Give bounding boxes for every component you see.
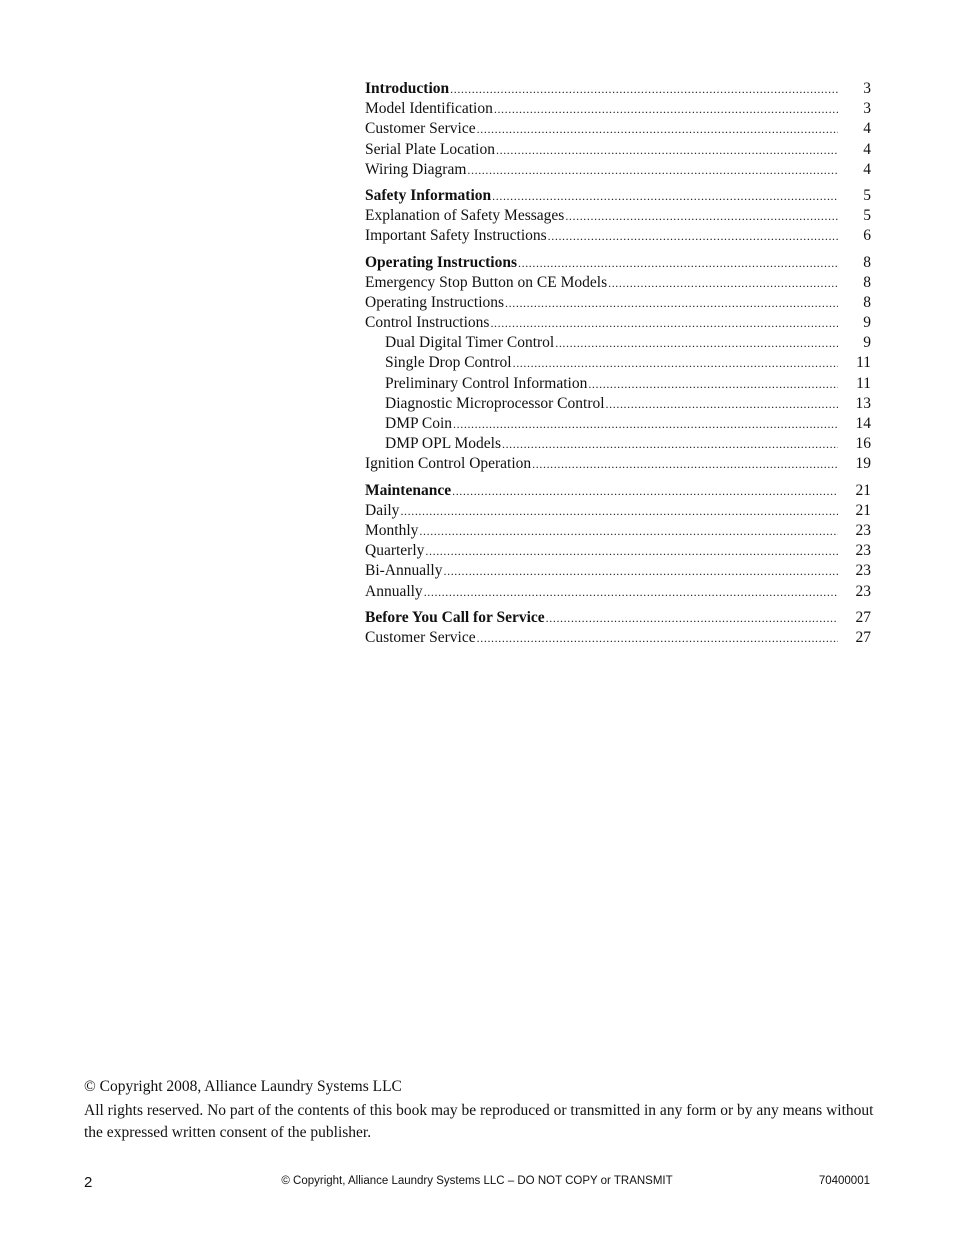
toc-entry-title: Customer Service xyxy=(365,120,476,138)
toc-entry-page: 9 xyxy=(863,334,871,352)
toc-entry-page: 3 xyxy=(863,100,871,118)
toc-entry[interactable] xyxy=(365,253,871,273)
toc-entry-page: 3 xyxy=(863,80,871,97)
toc-entry-title: DMP Coin xyxy=(385,415,453,432)
toc-entry[interactable] xyxy=(365,434,871,454)
toc-entry-page: 23 xyxy=(855,542,871,560)
toc-entry-page: 21 xyxy=(855,501,871,519)
dot-leader xyxy=(555,333,838,353)
toc-entry-title: Wiring Diagram xyxy=(365,160,467,178)
toc-entry-title: Single Drop Control xyxy=(385,354,512,372)
toc-entry-page: 23 xyxy=(855,521,871,539)
toc-entry-page: 23 xyxy=(855,582,871,600)
toc-section-operating xyxy=(365,253,871,475)
toc-entry-title: Annually xyxy=(365,582,423,600)
toc-entry-page: 27 xyxy=(855,608,871,626)
toc-entry-page: 14 xyxy=(855,415,871,432)
dot-leader xyxy=(490,313,838,333)
toc-entry-title: Monthly xyxy=(365,521,419,539)
toc-section-introduction xyxy=(365,79,871,180)
toc-entry[interactable] xyxy=(365,333,871,353)
dot-leader xyxy=(419,521,838,541)
toc-entry[interactable] xyxy=(365,454,871,474)
toc-entry-page: 27 xyxy=(855,628,871,646)
toc-entry[interactable] xyxy=(365,226,871,246)
toc-entry-page: 4 xyxy=(863,120,871,138)
toc-entry-page: 16 xyxy=(855,435,871,453)
toc-entry-title: Bi-Annually xyxy=(365,562,443,580)
toc-entry-title: Dual Digital Timer Control xyxy=(385,334,555,352)
toc-entry-page: 9 xyxy=(863,314,871,332)
toc-entry-title: DMP OPL Models xyxy=(385,435,501,453)
toc-section-service xyxy=(365,608,871,648)
dot-leader xyxy=(477,119,838,139)
toc-entry[interactable] xyxy=(365,394,871,414)
dot-leader xyxy=(606,394,838,414)
toc-entry[interactable] xyxy=(365,273,871,293)
page-number: 2 xyxy=(84,1174,93,1191)
toc-entry-title: Model Identification xyxy=(365,100,493,118)
dot-leader xyxy=(452,481,838,501)
toc-entry-title: Safety Information xyxy=(365,186,492,204)
rights-statement: All rights reserved. No part of the contents of this book may be reproduced or transmitted in any form or by any means without the expressed written consent of the publisher. xyxy=(84,1102,874,1141)
dot-leader xyxy=(588,374,838,394)
dot-leader xyxy=(444,561,839,581)
toc-entry-page: 8 xyxy=(863,273,871,291)
dot-leader xyxy=(494,99,838,119)
toc-entry[interactable] xyxy=(365,582,871,602)
footer-notice: © Copyright, Alliance Laundry Systems LLC – DO NOT COPY or TRANSMIT xyxy=(281,1175,673,1187)
dot-leader xyxy=(502,434,838,454)
toc-entry[interactable] xyxy=(365,186,871,206)
toc-entry-page: 4 xyxy=(863,160,871,178)
toc-entry-title: Daily xyxy=(365,501,400,519)
toc-entry[interactable] xyxy=(365,541,871,561)
page-footer xyxy=(84,1172,870,1192)
toc-entry-title: Introduction xyxy=(365,80,450,97)
toc-entry[interactable] xyxy=(365,293,871,313)
toc-entry-title: Operating Instructions xyxy=(365,253,517,271)
toc-entry-page: 21 xyxy=(855,481,871,499)
toc-entry-title: Operating Instructions xyxy=(365,293,505,311)
toc-entry[interactable] xyxy=(365,521,871,541)
copyright-notice xyxy=(84,1076,874,1144)
toc-entry-title: Ignition Control Operation xyxy=(365,455,532,473)
toc-entry-title: Explanation of Safety Messages xyxy=(365,207,565,225)
toc-entry-title: Emergency Stop Button on CE Models xyxy=(365,273,608,291)
dot-leader xyxy=(425,541,838,561)
toc-entry[interactable] xyxy=(365,608,871,628)
toc-entry[interactable] xyxy=(365,481,871,501)
dot-leader xyxy=(513,353,838,373)
toc-entry[interactable] xyxy=(365,353,871,373)
dot-leader xyxy=(546,608,838,628)
toc-entry-page: 6 xyxy=(863,227,871,245)
dot-leader xyxy=(608,273,838,293)
toc-entry[interactable] xyxy=(365,374,871,394)
dot-leader xyxy=(477,628,838,648)
toc-entry[interactable] xyxy=(365,206,871,226)
toc-section-maintenance xyxy=(365,481,871,602)
dot-leader xyxy=(453,414,838,434)
toc-entry-title: Customer Service xyxy=(365,628,476,646)
toc-entry-title: Important Safety Instructions xyxy=(365,227,547,245)
document-number: 70400001 xyxy=(818,1175,870,1187)
dot-leader xyxy=(496,140,838,160)
dot-leader xyxy=(467,160,838,180)
toc-section-safety xyxy=(365,186,871,247)
dot-leader xyxy=(424,582,838,602)
toc-entry-title: Diagnostic Microprocessor Control xyxy=(385,394,605,412)
toc-entry-page: 11 xyxy=(856,374,871,392)
toc-entry-title: Serial Plate Location xyxy=(365,140,495,158)
toc-entry[interactable] xyxy=(365,140,871,160)
toc-entry[interactable] xyxy=(365,160,871,180)
toc-entry-page: 8 xyxy=(863,293,871,311)
toc-entry-title: Quarterly xyxy=(365,542,425,560)
dot-leader xyxy=(532,454,838,474)
toc-entry-page: 5 xyxy=(863,186,871,204)
toc-entry-page: 19 xyxy=(855,455,871,473)
toc-entry-title: Control Instructions xyxy=(365,314,490,332)
toc-entry[interactable] xyxy=(365,561,871,581)
toc-entry-title: Preliminary Control Information xyxy=(385,374,588,392)
dot-leader xyxy=(450,79,838,99)
dot-leader xyxy=(492,186,838,206)
toc-entry[interactable] xyxy=(365,119,871,139)
toc-entry-page: 8 xyxy=(863,253,871,271)
toc-entry[interactable] xyxy=(365,99,871,119)
toc-entry-page: 4 xyxy=(863,140,871,158)
toc-entry-title: Before You Call for Service xyxy=(365,608,545,626)
toc-entry[interactable] xyxy=(365,501,871,521)
dot-leader xyxy=(505,293,838,313)
toc-entry[interactable] xyxy=(365,313,871,333)
dot-leader xyxy=(400,501,838,521)
toc-entry-page: 23 xyxy=(855,562,871,580)
toc-entry-page: 11 xyxy=(856,354,871,372)
toc-entry[interactable] xyxy=(365,628,871,648)
dot-leader xyxy=(518,253,838,273)
table-of-contents xyxy=(365,79,871,654)
toc-entry[interactable] xyxy=(365,414,871,434)
toc-entry-page: 13 xyxy=(855,394,871,412)
dot-leader xyxy=(565,206,838,226)
toc-entry-page: 5 xyxy=(863,207,871,225)
dot-leader xyxy=(548,226,838,246)
copyright-line: © Copyright 2008, Alliance Laundry Systems LLC xyxy=(84,1078,402,1095)
toc-entry[interactable] xyxy=(365,79,871,99)
toc-entry-title: Maintenance xyxy=(365,481,452,499)
